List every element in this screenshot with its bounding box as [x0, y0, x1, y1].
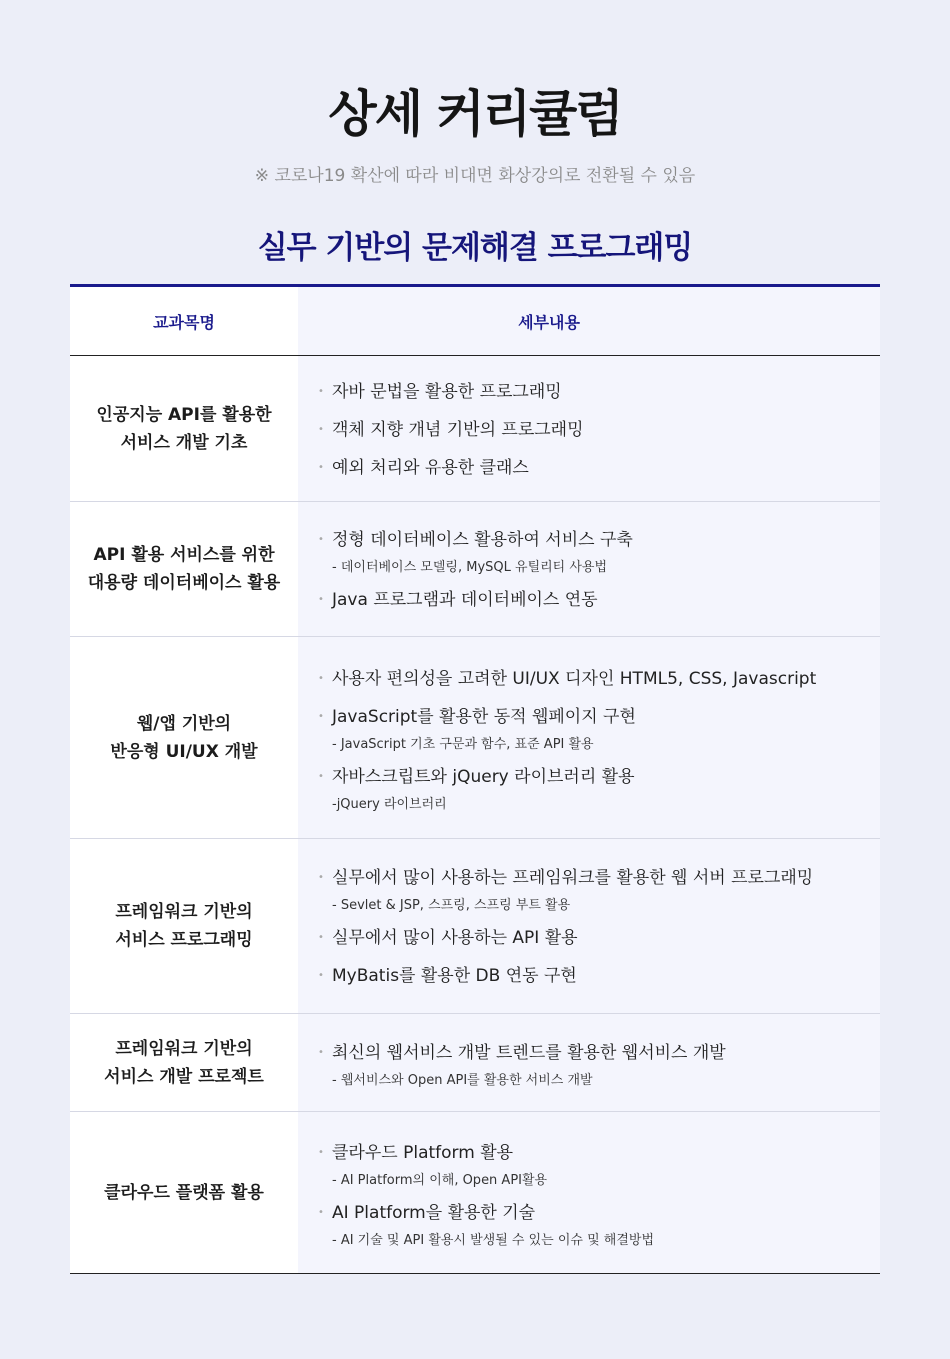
detail-text: 사용자 편의성을 고려한 UI/UX 디자인 HTML5, CSS, Javascript	[332, 668, 817, 689]
details-cell	[298, 502, 880, 636]
detail-text: 클라우드 Platform 활용	[332, 1142, 514, 1163]
detail-text: 실무에서 많이 사용하는 프레임워크를 활용한 웹 서버 프로그래밍	[332, 868, 814, 888]
details-cell	[298, 839, 880, 1013]
subject-line: API 활용 서비스를 위한	[93, 545, 275, 565]
detail-item	[318, 926, 880, 950]
detail-text: 자바스크립트와 jQuery 라이브러리 활용	[332, 766, 635, 787]
subject-cell	[70, 1014, 298, 1111]
detail-item	[318, 1141, 880, 1165]
detail-item	[318, 1041, 880, 1065]
detail-text: 최신의 웹서비스 개발 트렌드를 활용한 웹서비스 개발	[332, 1042, 726, 1063]
bullet-icon: •	[318, 1206, 324, 1218]
detail-text: 객체 지향 개념 기반의 프로그래밍	[332, 419, 584, 440]
detail-text: Java 프로그램과 데이터베이스 연동	[332, 590, 598, 610]
subject-line: 인공지능 API를 활용한	[96, 404, 272, 425]
detail-subtext: - 웹서비스와 Open API를 활용한 서비스 개발	[332, 1072, 593, 1088]
bullet-icon: •	[318, 1046, 324, 1058]
subject-line: 서비스 개발 프로젝트	[104, 1066, 264, 1087]
detail-item	[318, 380, 880, 404]
detail-item	[318, 588, 880, 612]
subject-line: 서비스 개발 기초	[120, 432, 248, 453]
bullet-icon: •	[318, 970, 324, 981]
table-row	[70, 637, 880, 839]
subject-line: 반응형 UI/UX 개발	[110, 741, 258, 762]
subject-line: 서비스 프로그래밍	[115, 930, 253, 950]
detail-item	[318, 705, 880, 729]
details-cell	[298, 1014, 880, 1111]
detail-text: 예외 처리와 유용한 클래스	[332, 457, 529, 478]
bullet-icon: •	[318, 423, 324, 435]
detail-subtext: -jQuery 라이브러리	[332, 796, 447, 812]
bullet-icon: •	[318, 710, 324, 722]
subject-cell	[70, 502, 298, 636]
detail-subtext: - JavaScript 기초 구문과 함수, 표준 API 활용	[332, 736, 594, 752]
bullet-icon: •	[318, 932, 324, 943]
header-details: 세부내용	[298, 287, 880, 355]
bullet-icon: •	[318, 1146, 324, 1158]
detail-item	[318, 456, 880, 480]
detail-item	[318, 964, 880, 988]
bullet-icon: •	[318, 385, 324, 397]
table-row	[70, 356, 880, 502]
detail-text: 자바 문법을 활용한 프로그래밍	[332, 381, 562, 402]
bullet-icon: •	[318, 872, 324, 883]
page-title: 상세 커리큘럼	[328, 85, 622, 143]
detail-subtext: - AI Platform의 이해, Open API활용	[332, 1172, 548, 1188]
notice-text: ※ 코로나19 확산에 따라 비대면 화상강의로 전환될 수 있음	[254, 166, 696, 186]
detail-text: 실무에서 많이 사용하는 API 활용	[332, 928, 578, 948]
detail-text: AI Platform을 활용한 기술	[332, 1202, 536, 1223]
subject-cell	[70, 356, 298, 501]
subject-cell	[70, 637, 298, 838]
program-title: 실무 기반의 문제해결 프로그래밍	[257, 230, 693, 266]
subject-line: 대용량 데이터베이스 활용	[87, 573, 281, 593]
details-cell	[298, 356, 880, 501]
bullet-icon: •	[318, 594, 324, 605]
bullet-icon: •	[318, 770, 324, 782]
detail-subtext: - Sevlet & JSP, 스프링, 스프링 부트 활용	[332, 898, 571, 913]
details-cell	[298, 637, 880, 838]
bullet-icon: •	[318, 461, 324, 473]
detail-item	[318, 528, 880, 552]
table-row	[70, 502, 880, 637]
detail-text: 정형 데이터베이스 활용하여 서비스 구축	[332, 530, 633, 550]
detail-item	[318, 765, 880, 789]
subject-line: 웹/앱 기반의	[136, 713, 232, 734]
subject-line: 프레임워크 기반의	[115, 1038, 253, 1059]
subject-cell	[70, 839, 298, 1013]
bullet-icon: •	[318, 672, 324, 684]
detail-subtext: - 데이터베이스 모델링, MySQL 유틸리티 사용법	[332, 560, 608, 575]
curriculum-table	[70, 284, 880, 1274]
table-header	[70, 287, 880, 356]
detail-item	[318, 866, 880, 890]
table-row	[70, 1112, 880, 1273]
bullet-icon: •	[318, 534, 324, 545]
detail-subtext: - AI 기술 및 API 활용시 발생될 수 있는 이슈 및 해결방법	[332, 1232, 655, 1248]
detail-item	[318, 1201, 880, 1225]
subject-line: 프레임워크 기반의	[115, 902, 253, 922]
table-row	[70, 839, 880, 1014]
subject-cell	[70, 1112, 298, 1273]
detail-item	[318, 418, 880, 442]
detail-item	[318, 667, 880, 691]
table-row	[70, 1014, 880, 1112]
detail-text: MyBatis를 활용한 DB 연동 구현	[332, 966, 577, 986]
header-subject: 교과목명	[70, 287, 298, 355]
details-cell	[298, 1112, 880, 1273]
detail-text: JavaScript를 활용한 동적 웹페이지 구현	[332, 706, 636, 727]
subject-line: 클라우드 플랫폼 활용	[104, 1182, 264, 1203]
